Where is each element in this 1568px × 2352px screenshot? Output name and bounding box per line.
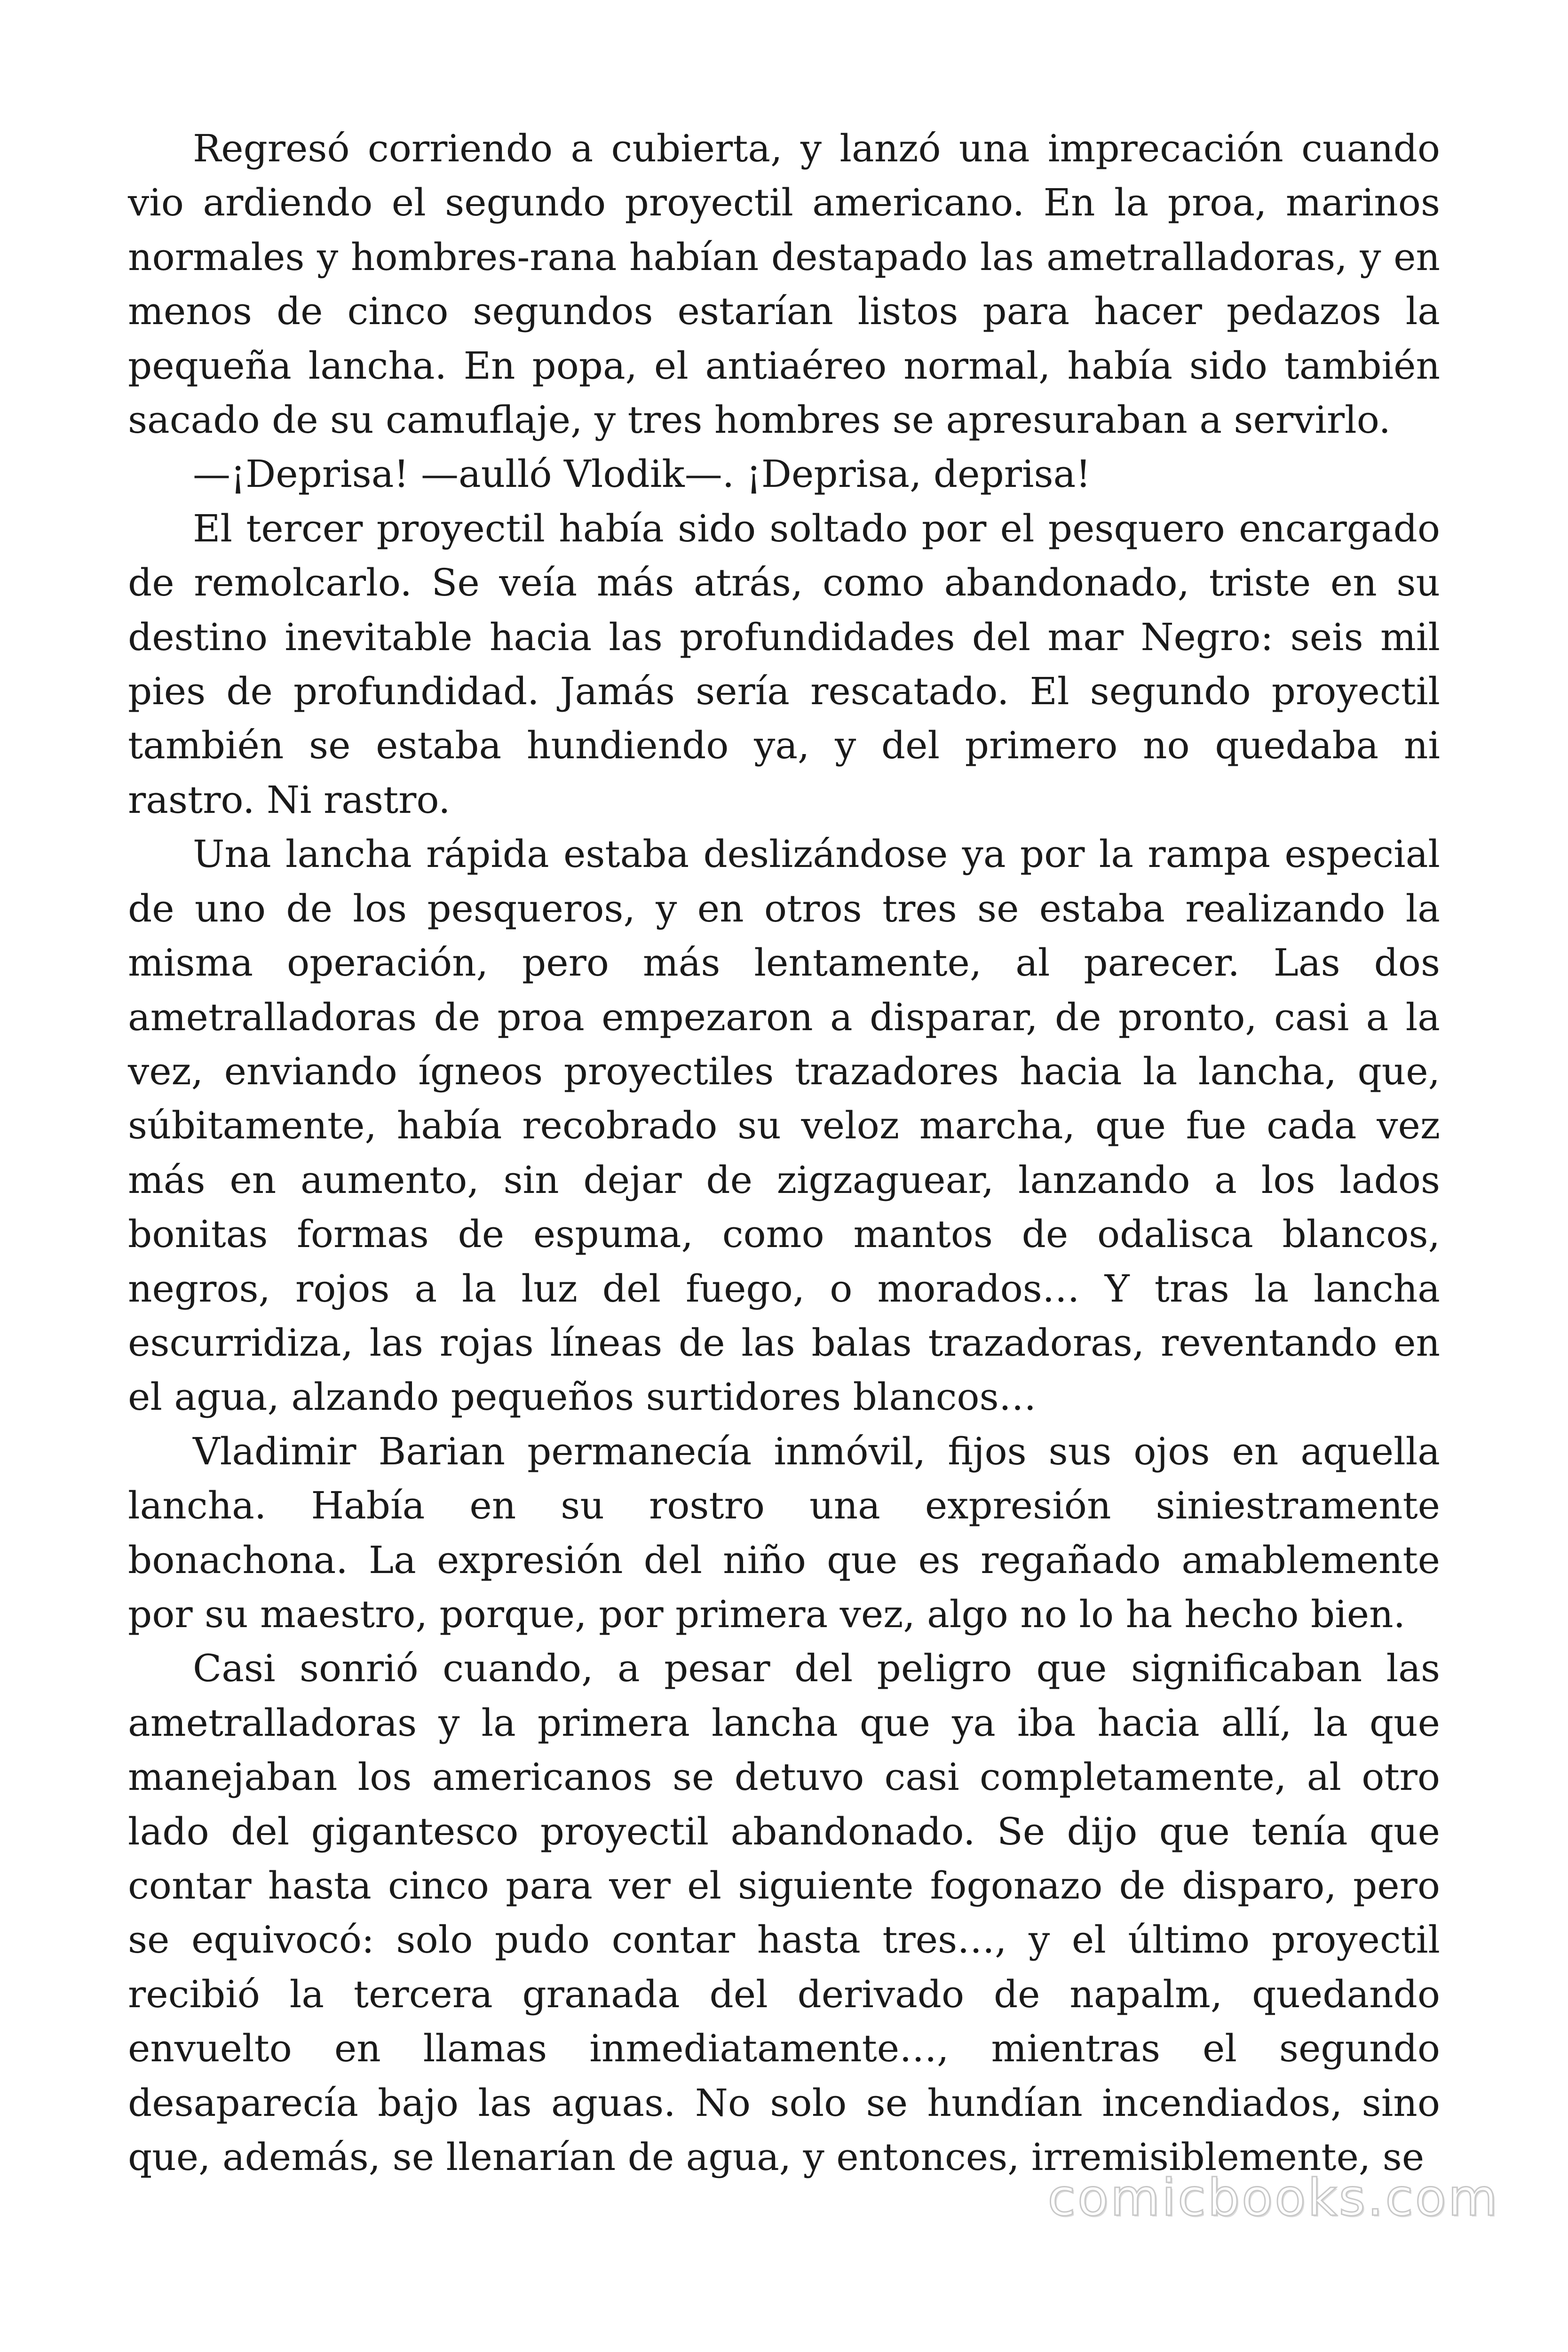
paragraph-1: Regresó corriendo a cubierta, y lanzó una imprecación cuando vio ardiendo el segundo proyectil americano. En la proa, marinos normales y hombres-rana habían destapado las ametralladoras, y en menos de cinco segundos estarían listos para hacer pedazos la pequeña lancha. En popa, el antiaéreo normal, había sido también sacado de su camuflaje, y tres hombres se apresuraban a servirlo. (128, 127, 1440, 442)
paragraph-2: —¡Deprisa! —aulló Vlodik—. ¡Deprisa, deprisa! (193, 452, 1091, 496)
paragraph-3: El tercer proyectil había sido soltado por el pesquero encargado de remolcarlo. Se veía más atrás, como abandonado, triste en su destino inevitable hacia las profundidades del mar Negro: seis mil pies de profundidad. Jamás sería rescatado. El segundo proyectil también se estaba hundiendo ya, y del primero no quedaba ni rastro. Ni rastro. (128, 506, 1440, 822)
watermark: comicbooks.com (1047, 2169, 1499, 2227)
paragraph-6: Casi sonrió cuando, a pesar del peligro que significaban las ametralladoras y la primera lancha que ya iba hacia allí, la que manejaban los americanos se detuvo casi completamente, al otro lado del gigantesco proyectil abandonado. Se dijo que tenía que contar hasta cinco para ver el siguiente fogonazo de disparo, pero se equivocó: solo pudo contar hasta tres…, y el último proyectil recibió la tercera granada del derivado de napalm, quedando envuelto en llamas inmediatamente…, mientras el segundo desaparecía bajo las aguas. No solo se hundían incendiados, sino que, además, se llenarían de agua, y entonces, irremisiblemente, se (128, 1646, 1440, 2179)
paragraph-4: Una lancha rápida estaba deslizándose ya por la rampa especial de uno de los pesqueros, y en otros tres se estaba realizando la misma operación, pero más lentamente, al parecer. Las dos ametralladoras de proa empezaron a disparar, de pronto, casi a la vez, enviando ígneos proyectiles trazadores hacia la lancha, que, súbitamente, había recobrado su veloz marcha, que fue cada vez más en aumento, sin dejar de zigzaguear, lanzando a los lados bonitas formas de espuma, como mantos de odalisca blancos, negros, rojos a la luz del fuego, o morados… Y tras la lancha escurridiza, las rojas líneas de las balas trazadoras, reventando en el agua, alzando pequeños surtidores blancos… (128, 832, 1440, 1419)
paragraph-5: Vladimir Barian permanecía inmóvil, fijos sus ojos en aquella lancha. Había en su rostro una expresión siniestramente bonachona. La expresión del niño que es regañado amablemente por su maestro, porque, por primera vez, algo no lo ha hecho bien. (128, 1429, 1440, 1636)
page-body (128, 121, 1440, 2184)
